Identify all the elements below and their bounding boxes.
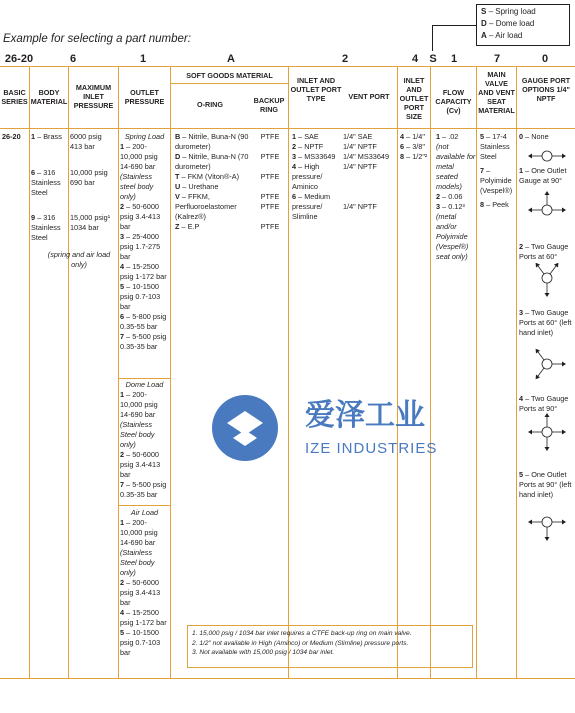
outlet-option-code: 2 <box>120 450 125 459</box>
vent-value: 1/4" NPTF <box>343 142 377 151</box>
flow-note: (metal and/or Polyimide (Vespel®) seat only) <box>436 212 469 261</box>
outlet-option: 3 – 25-4000 psig 1.7-275 bar <box>120 232 161 261</box>
oring-option: U – Urethane <box>175 182 219 191</box>
oring-name: FKM (Viton®-A) <box>187 172 240 181</box>
seat-option: 7 – Polyimide (Vespel®) <box>480 166 513 195</box>
inlet-type-column <box>292 132 342 222</box>
oring-code: B <box>175 132 181 141</box>
gauge-option: 1 – One Outlet Gauge at 90° <box>519 166 567 185</box>
port-size-option: 6 – 3/8" <box>400 142 425 151</box>
flow-option: 1 – .02 (not available for metal seated models) <box>436 132 476 191</box>
legend-dome: D – Dome load <box>481 19 535 28</box>
footnote-2: 2. 1/2" not available in High (Aminco) or Medium (Slimline) pressure ports. <box>192 639 409 647</box>
outlet-option-range: 10-1500 psig 0.7-103 bar <box>120 628 161 657</box>
body-item: 9 – 316 Stainless Steel <box>31 213 61 242</box>
outlet-option-code: 6 <box>120 312 125 321</box>
valve-body-circle <box>542 151 552 161</box>
vent-value: 1/4" MS33649 <box>343 152 389 161</box>
gauge-code: 5 <box>519 470 524 479</box>
outlet-option: 1 – 200-10,000 psig 14-690 bar (Stainless Steel body only) <box>120 518 169 578</box>
header-seat: MAIN VALVE AND VENT SEAT MATERIAL <box>478 70 515 115</box>
outlet-option-range: 50-6000 psig 3.4-413 bar <box>120 202 161 231</box>
port-type-code: 1 <box>292 132 297 141</box>
page-title: Example for selecting a part number: <box>3 33 191 45</box>
oring-name: FFKM, Perfluoroelastomer (Kalrez®) <box>175 192 237 221</box>
port-arrow <box>562 154 566 159</box>
outlet-option-code: 7 <box>120 480 125 489</box>
seat-name: Polyimide (Vespel®) <box>480 176 513 195</box>
outlet-option-note: (Stainless steel body only) <box>120 172 154 201</box>
port-arrow <box>562 362 566 367</box>
body-item: 6 – 316 Stainless Steel <box>31 168 61 197</box>
col-divider <box>118 66 119 678</box>
gauge-name: Two Gauge Ports at 90° <box>519 394 569 413</box>
col-divider <box>516 66 517 678</box>
outlet-option-code: 3 <box>120 232 125 241</box>
seat-column <box>480 132 516 214</box>
gauge-option: 5 – One Outlet Ports at 90° (left hand inlet) <box>519 470 572 499</box>
gauge-port-diagram-icon <box>527 190 567 230</box>
outlet-dome-rule <box>118 378 170 379</box>
port-size-value: 3/8" <box>412 142 425 151</box>
header-backup: BACKUP RING <box>253 96 285 114</box>
port-size-value: 1/4" <box>412 132 425 141</box>
outlet-section <box>120 380 169 500</box>
gauge-name: Two Gauge Ports at 60° <box>519 242 569 261</box>
code-softgoods: A <box>227 53 235 65</box>
backup-value: PTFE <box>260 202 280 211</box>
outlet-section-title: Air Load <box>130 508 159 517</box>
port-arrow <box>562 208 566 213</box>
outlet-option-code: 4 <box>120 608 125 617</box>
outlet-option-code: 1 <box>120 142 125 151</box>
outlet-option-code: 1 <box>120 390 125 399</box>
table-bottom-rule <box>0 678 575 679</box>
flow-column <box>436 132 476 262</box>
gauge-port-diagram-icon <box>527 412 567 452</box>
outlet-option-range: 50-6000 psig 3.4-413 bar <box>120 578 161 607</box>
legend-air: A – Air load <box>481 31 523 40</box>
outlet-option-code: 4 <box>120 262 125 271</box>
series-value: 26-20 <box>2 132 21 141</box>
flow-value: 0.12³ <box>448 202 465 211</box>
port-type-option: 4 – High pressure/ Aminico <box>292 162 323 191</box>
port-arrow <box>536 349 540 354</box>
outlet-option-note: (Stainless Steel body only) <box>120 420 155 449</box>
legend-connector-h <box>432 25 476 26</box>
backup-value: PTFE <box>260 192 280 201</box>
flow-code: 2 <box>436 192 441 201</box>
port-type-name: Medium pressure/ Slimline <box>292 192 331 221</box>
port-type-code: 2 <box>292 142 297 151</box>
outlet-option-range: 15-2500 psig 1-172 bar <box>120 262 167 281</box>
port-arrow <box>528 520 532 525</box>
outlet-option-range: 5-500 psig 0.35-35 bar <box>120 332 167 351</box>
port-arrow <box>528 154 532 159</box>
vent-value: 1/4" SAE <box>343 132 373 141</box>
gauge-port-diagram-icon <box>527 502 567 542</box>
gauge-option: 4 – Two Gauge Ports at 90° <box>519 394 569 413</box>
valve-body-circle <box>542 273 552 283</box>
port-arrow <box>545 191 550 195</box>
code-outlet: 1 <box>139 53 147 65</box>
gauge-code: 1 <box>519 166 524 175</box>
header-bottom-rule <box>0 128 575 129</box>
body-pressure: 10,000 psig 690 bar <box>70 168 108 187</box>
flow-option: 2 – 0.06 <box>436 192 463 201</box>
port-type-name: High pressure/ Aminico <box>292 162 323 191</box>
outlet-option: 1 – 200-10,000 psig 14-690 bar (Stainless Steel body only) <box>120 390 169 450</box>
oring-code: Z <box>175 222 180 231</box>
oring-name: Nitrile, Buna-N (70 durometer) <box>175 152 249 171</box>
outlet-option: 7 – 5-500 psig 0.35-35 bar <box>120 480 167 499</box>
code-load-type: S <box>429 53 437 65</box>
outlet-option-code: 2 <box>120 578 125 587</box>
softgoods-rule <box>170 83 288 84</box>
port-arrow <box>545 293 550 297</box>
port-type-option: 2 – NPTF <box>292 142 324 151</box>
code-series: 26-20 <box>4 53 34 65</box>
backup-value: PTFE <box>260 132 280 141</box>
outlet-option: 6 – 5-800 psig 0.35-55 bar <box>120 312 167 331</box>
seat-code: 5 <box>480 132 485 141</box>
gauge-port-diagram-icon <box>527 258 567 298</box>
code-body: 6 <box>69 53 77 65</box>
body-item: 1 – Brass <box>31 132 62 141</box>
outlet-air-rule <box>118 505 170 506</box>
oring-option: T – FKM (Viton®-A) <box>175 172 240 181</box>
outlet-option-range: 10-1500 psig 0.7-103 bar <box>120 282 161 311</box>
vent-value: 1/4" NPTF <box>343 162 377 171</box>
port-size-code: 6 <box>400 142 405 151</box>
gauge-port-diagram-icon <box>527 344 567 384</box>
seat-option: 8 – Peek <box>480 200 509 209</box>
outlet-option-range: 200-10,000 psig 14-690 bar <box>120 390 158 419</box>
oring-code: D <box>175 152 181 161</box>
oring-option: Z – E.P <box>175 222 200 231</box>
port-arrow <box>562 520 566 525</box>
port-type-name: NPTF <box>304 142 324 151</box>
outlet-section <box>120 132 169 352</box>
valve-body-circle <box>542 427 552 437</box>
body-pressure: 6000 psig 413 bar <box>70 132 102 151</box>
legend-connector-v <box>432 25 433 51</box>
footnote-1: 1. 15,000 psig / 1034 bar inlet requires a CTFE back-up ring on main valve. <box>192 630 412 637</box>
code-seat: 7 <box>493 53 501 65</box>
header-port-type: INLET AND OUTLET PORT TYPE <box>290 76 342 103</box>
legend-spring: S – Spring load <box>481 7 536 16</box>
outlet-option-code: 1 <box>120 518 125 527</box>
load-type-legend <box>476 4 570 46</box>
header-vent: VENT PORT <box>348 92 390 101</box>
outlet-option: 4 – 15-2500 psig 1-172 bar <box>120 262 167 281</box>
outlet-option-range: 200-10,000 psig 14-690 bar <box>120 142 158 171</box>
port-type-option: 1 – SAE <box>292 132 319 141</box>
gauge-code: 0 <box>519 132 524 141</box>
col-divider <box>397 66 398 678</box>
watermark-cn-text: 爱泽工业 <box>305 399 425 432</box>
oring-option: B – Nitrile, Buna-N (90 durometer) <box>175 132 249 151</box>
port-arrow <box>545 413 550 417</box>
body-note: (spring and air load only) <box>47 250 111 269</box>
col-divider <box>476 66 477 678</box>
gauge-code: 2 <box>519 242 524 251</box>
header-max-inlet: MAXIMUM INLET PRESSURE <box>73 83 114 110</box>
port-arrow <box>554 263 558 268</box>
port-arrow <box>545 537 550 541</box>
outlet-option-code: 2 <box>120 202 125 211</box>
footnotes-box <box>187 625 473 668</box>
body-pressure: 15,000 psig¹ 1034 bar <box>70 213 111 232</box>
outlet-section-title: Dome Load <box>125 380 164 389</box>
outlet-option-code: 5 <box>120 282 125 291</box>
code-gauge: 0 <box>541 53 549 65</box>
col-divider <box>68 66 69 678</box>
port-size-code: 4 <box>400 132 405 141</box>
col-divider <box>29 66 30 678</box>
col-divider <box>170 66 171 678</box>
header-body: BODY MATERIAL <box>30 88 68 106</box>
watermark-en-text: IZE INDUSTRIES <box>305 440 438 457</box>
outlet-option: 2 – 50-6000 psig 3.4-413 bar <box>120 450 161 479</box>
outlet-option-range: 50-6000 psig 3.4-413 bar <box>120 450 161 479</box>
port-size-option: 4 – 1/4" <box>400 132 425 141</box>
flow-code: 3 <box>436 202 441 211</box>
valve-body-circle <box>542 205 552 215</box>
outlet-option-range: 200-10,000 psig 14-690 bar <box>120 518 158 547</box>
flow-value: .02 <box>448 132 459 141</box>
footnote-3: 3. Not available with 15,000 psig / 1034 bar inlet. <box>192 649 335 656</box>
col-divider <box>288 66 289 678</box>
header-flow: FLOW CAPACITY (Cv) <box>435 88 472 115</box>
code-port-size: 4 <box>411 53 419 65</box>
port-arrow <box>562 430 566 435</box>
port-size-value: 1/2"² <box>412 152 428 161</box>
header-softgoods: SOFT GOODS MATERIAL <box>186 71 273 80</box>
outlet-section-title: Spring Load <box>124 132 165 141</box>
seat-code: 7 <box>480 166 485 175</box>
gauge-option: 2 – Two Gauge Ports at 60° <box>519 242 569 261</box>
oring-name: Nitrile, Buna-N (90 durometer) <box>175 132 249 151</box>
header-port-size: INLET AND OUTLET PORT SIZE <box>399 76 429 121</box>
flow-note: (not available for metal seated models) <box>436 142 476 191</box>
oring-option: V – FFKM, Perfluoroelastomer (Kalrez®) <box>175 192 237 221</box>
oring-code: T <box>175 172 180 181</box>
port-arrow <box>536 375 540 380</box>
port-arrow <box>528 430 532 435</box>
oring-code: V <box>175 192 180 201</box>
outlet-option: 1 – 200-10,000 psig 14-690 bar (Stainless steel body only) <box>120 142 169 202</box>
port-type-code: 6 <box>292 192 297 201</box>
outlet-option: 7 – 5-500 psig 0.35-35 bar <box>120 332 167 351</box>
gauge-option: 3 – Two Gauge Ports at 60° (left hand inlet) <box>519 308 572 337</box>
gauge-name: Two Gauge Ports at 60° (left hand inlet) <box>519 308 572 337</box>
oring-column <box>175 132 251 232</box>
flow-code: 1 <box>436 132 441 141</box>
gauge-option: 0 – None <box>519 132 549 141</box>
gauge-code: 3 <box>519 308 524 317</box>
port-type-name: SAE <box>304 132 319 141</box>
outlet-option: 2 – 50-6000 psig 3.4-413 bar <box>120 578 161 607</box>
backup-value: PTFE <box>260 172 280 181</box>
outlet-option: 2 – 50-6000 psig 3.4-413 bar <box>120 202 161 231</box>
outlet-option: 4 – 15-2500 psig 1-172 bar <box>120 608 167 627</box>
port-type-name: MS33649 <box>304 152 336 161</box>
port-arrow <box>536 263 540 268</box>
outlet-option-code: 7 <box>120 332 125 341</box>
header-outlet: OUTLET PRESSURE <box>124 88 165 106</box>
port-size-code: 8 <box>400 152 405 161</box>
outlet-option: 5 – 10-1500 psig 0.7-103 bar <box>120 628 161 657</box>
outlet-option-range: 15-2500 psig 1-172 bar <box>120 608 167 627</box>
valve-body-circle <box>542 517 552 527</box>
flow-value: 0.06 <box>448 192 463 201</box>
flow-option: 3 – 0.12³ (metal and/or Polyimide (Vespel®) seat only) <box>436 202 476 262</box>
outlet-option-note: (Stainless Steel body only) <box>120 548 155 577</box>
outlet-option: 5 – 10-1500 psig 0.7-103 bar <box>120 282 161 311</box>
backup-value: PTFE <box>260 152 280 161</box>
outlet-section <box>120 508 169 658</box>
vent-value: 1/4" NPTF <box>343 202 377 211</box>
port-arrow <box>545 447 550 451</box>
code-flow: 1 <box>450 53 458 65</box>
seat-code: 8 <box>480 200 485 209</box>
port-type-option: 6 – Medium pressure/ Slimline <box>292 192 331 221</box>
gauge-port-diagram-icon <box>527 136 567 176</box>
oring-name: Urethane <box>188 182 219 191</box>
port-size-option: 8 – 1/2"² <box>400 152 428 161</box>
col-divider <box>430 66 431 678</box>
outlet-option-range: 25-4000 psig 1.7-275 bar <box>120 232 161 261</box>
port-arrow <box>528 208 532 213</box>
oring-name: E.P <box>187 222 200 231</box>
backup-value: PTFE <box>260 222 280 231</box>
ize-industries-watermark <box>205 383 485 473</box>
oring-code: U <box>175 182 181 191</box>
seat-option: 5 – 17-4 Stainless Steel <box>480 132 510 161</box>
gauge-name: None <box>531 132 549 141</box>
port-type-option: 3 – MS33649 <box>292 152 336 161</box>
gauge-code: 4 <box>519 394 524 403</box>
gauge-name: One Outlet Ports at 90° (left hand inlet) <box>519 470 572 499</box>
port-type-code: 3 <box>292 152 297 161</box>
header-gauge: GAUGE PORT OPTIONS 1/4" NPTF <box>521 76 571 103</box>
port-type-code: 4 <box>292 162 297 171</box>
code-inlet-vent: 2 <box>341 53 349 65</box>
oring-option: D – Nitrile, Buna-N (70 durometer) <box>175 152 249 171</box>
outlet-option-code: 5 <box>120 628 125 637</box>
valve-body-circle <box>542 359 552 369</box>
header-oring: O-RING <box>197 100 223 109</box>
gauge-name: One Outlet Gauge at 90° <box>519 166 567 185</box>
seat-name: 17-4 Stainless Steel <box>480 132 510 161</box>
header-series: BASIC SERIES <box>1 88 28 106</box>
seat-name: Peek <box>492 200 509 209</box>
outlet-option-range: 5-500 psig 0.35-35 bar <box>120 480 167 499</box>
port-size-column <box>400 132 430 162</box>
outlet-option-range: 5-800 psig 0.35-55 bar <box>120 312 167 331</box>
